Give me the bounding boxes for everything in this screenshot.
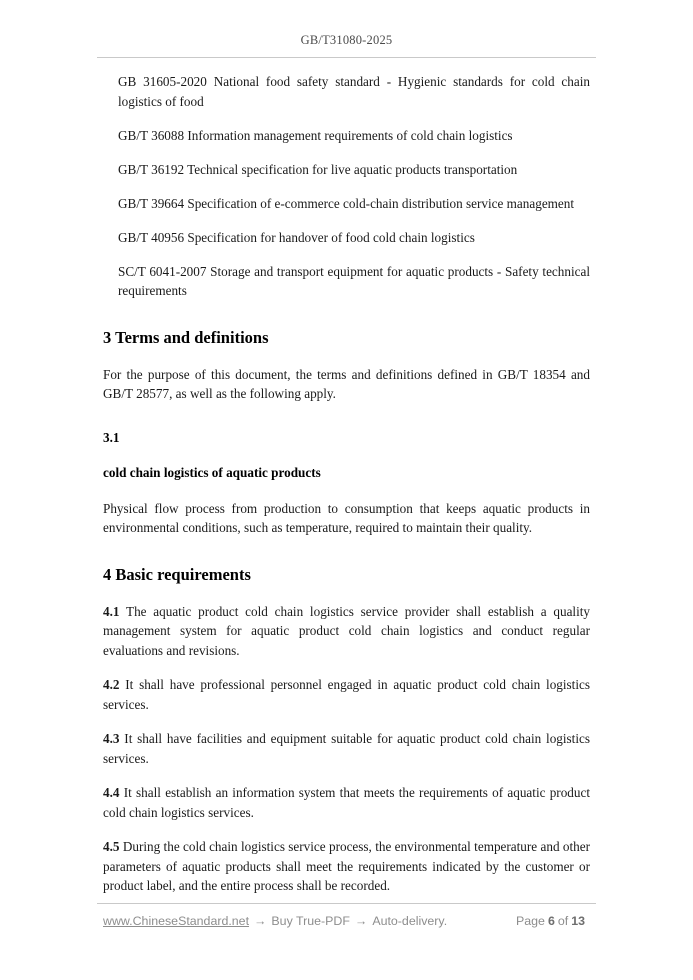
document-content [103,72,590,896]
term-definition-3-1: Physical flow process from production to consumption that keeps aquatic products in environmental conditions, such as temperature, required to maintain their quality. [103,500,590,535]
paragraph-number: 4.4 [103,785,120,800]
footer-divider [97,903,596,904]
list-item: GB 31605-2020 National food safety standard - Hygienic standards for cold chain logistics of food [118,74,590,109]
list-item: GB/T 39664 Specification of e-commerce cold-chain distribution service management [118,195,575,211]
term-name-3-1: cold chain logistics of aquatic products [103,465,321,480]
page-label: Page [516,914,545,928]
paragraph-4-5 [103,837,590,896]
of-label: of [557,914,569,928]
footer-promo-delivery: Auto-delivery. [372,914,448,928]
paragraph-4-3 [103,729,590,768]
page-header [97,31,596,49]
header-standard-code: GB/T31080-2025 [300,33,393,47]
clause-number-3-1: 3.1 [103,429,120,445]
list-item: GB/T 40956 Specification for handover of food cold chain logistics [118,229,475,245]
paragraph-text: It shall establish an information system that meets the requirements of aquatic product cold chain logistics services. [103,785,590,820]
paragraph-number: 4.2 [103,677,120,692]
paragraph-number: 4.3 [103,731,120,746]
paragraph-text: During the cold chain logistics service process, the environmental temperature and other parameters of aquatic products shall meet the requirements indicated by the customer or product label, and the entire process shall be recorded. [103,839,590,893]
page-number-indicator [516,914,590,928]
section-heading-4: 4 Basic requirements [103,564,251,584]
paragraph-text: It shall have professional personnel engaged in aquatic product cold chain logistics services. [103,677,590,712]
normative-references-list [103,72,590,301]
footer-website-link[interactable]: www.ChineseStandard.net [103,914,250,928]
paragraph-text: The aquatic product cold chain logistics service provider shall establish a quality management system for aquatic product cold chain logistics and conduct regular evaluations and revisions. [103,603,591,658]
paragraph-4-1 [103,602,590,661]
current-page-number: 6 [547,914,555,928]
header-divider [97,57,596,58]
list-item: GB/T 36088 Information management requirements of cold chain logistics [118,127,513,143]
list-item: GB/T 36192 Technical specification for live aquatic products transportation [118,161,518,177]
paragraph-4-2 [103,675,590,714]
page-footer [103,914,590,928]
spacer [103,349,590,365]
paragraph-text: It shall have facilities and equipment suitable for aquatic product cold chain logistics services. [103,731,590,766]
spacer [103,586,590,602]
footer-promo [103,914,447,928]
section-3-intro: For the purpose of this document, the terms and definitions defined in GB/T 18354 and GB/T 28577, as well as the following apply. [103,366,590,401]
total-page-count: 13 [571,914,585,928]
footer-promo-buy: Buy True-PDF [271,914,350,928]
paragraph-number: 4.5 [103,839,120,854]
list-item: SC/T 6041-2007 Storage and transport equipment for aquatic products - Safety technical requirements [118,263,590,298]
arrow-right-icon: → [254,914,267,928]
spacer [103,419,590,428]
section-heading-3: 3 Terms and definitions [103,327,269,347]
paragraph-number: 4.1 [103,603,120,619]
paragraph-4-4 [103,783,590,822]
arrow-right-icon: → [354,914,368,928]
